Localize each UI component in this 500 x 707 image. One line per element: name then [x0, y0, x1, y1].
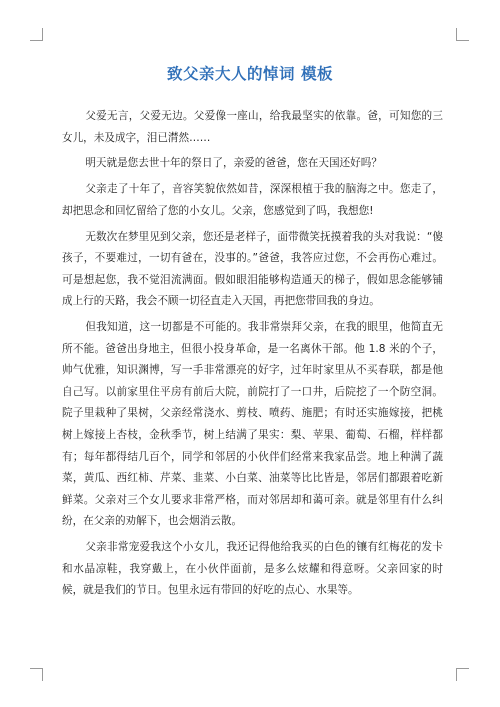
- paragraph-5: 但我知道，这一切都是不可能的。我非常崇拜父亲，在我的眼里，他简直无所不能。爸爸出身地主，但很小投身革命，是一名离休干部。他 1.8 米的个子，帅气优雅，知识渊博，写一手非常漂亮的好字，过年时家里从不买春联，都是他自己写。以前家里住平房有前后大院，前院打了一口井，后院挖了一个防空洞。院子里栽种了果树，父亲经常浇水、剪枝、喷药、施肥；有时还实施嫁接，把桃树上嫁接上杏枝，金秋季节，树上结满了果实：梨、苹果、葡萄、石榴，样样都有；每年都得结几百个，同学和邻居的小伙伴们经常来我家品尝。地上种满了蔬菜，黄瓜、西红柿、芹菜、韭菜、小白菜、油菜等比比皆是，邻居们都跟着吃新鲜菜。父亲对三个女儿要求非常严格，而对邻居却和蔼可亲。就是邻里有什么纠纷，在父亲的劝解下，也会烟消云散。: [62, 321, 443, 528]
- paragraph-6: 父亲非常宠爱我这个小女儿，我还记得他给我买的白色的镶有红梅花的发卡和水晶凉鞋，我穿戴上，在小伙伴面前，是多么炫耀和得意呀。父亲回家的时候，就是我们的节日。包里永远有带回的好吃的点心、水果等。: [62, 541, 443, 597]
- crop-mark-bottom-right: [456, 668, 469, 681]
- crop-mark-top-left: [30, 28, 43, 41]
- paragraph-4: 无数次在梦里见到父亲，您还是老样子，面带微笑抚摸着我的头对我说：“傻孩子，不要难过，一切有爸在，没事的。”爸爸，我答应过您，不会再伤心难过。可是想起您，我不觉泪流满面。假如眼泪能够构造通天的梯子，假如思念能够铺成上行的天路，我会不顾一切径直走入天国，再把您带回我的身边。: [62, 230, 443, 308]
- document-body: [62, 106, 443, 606]
- crop-mark-top-right: [456, 28, 469, 41]
- document-title: 致父亲大人的悼词 模板: [167, 65, 333, 83]
- paragraph-1: 父爱无言，父爱无边。父爱像一座山，给我最坚实的依靠。爸，可知您的三女儿，未及成字，泪已潸然……: [62, 110, 443, 144]
- crop-mark-bottom-left: [30, 668, 43, 681]
- paragraph-3: 父亲走了十年了，音容笑貌依然如昔，深深根植于我的脑海之中。您走了，却把思念和回忆留给了您的小女儿。父亲，您感觉到了吗，我想您!: [62, 183, 443, 217]
- paragraph-2: 明天就是您去世十年的祭日了，亲爱的爸爸，您在天国还好吗？: [85, 157, 382, 170]
